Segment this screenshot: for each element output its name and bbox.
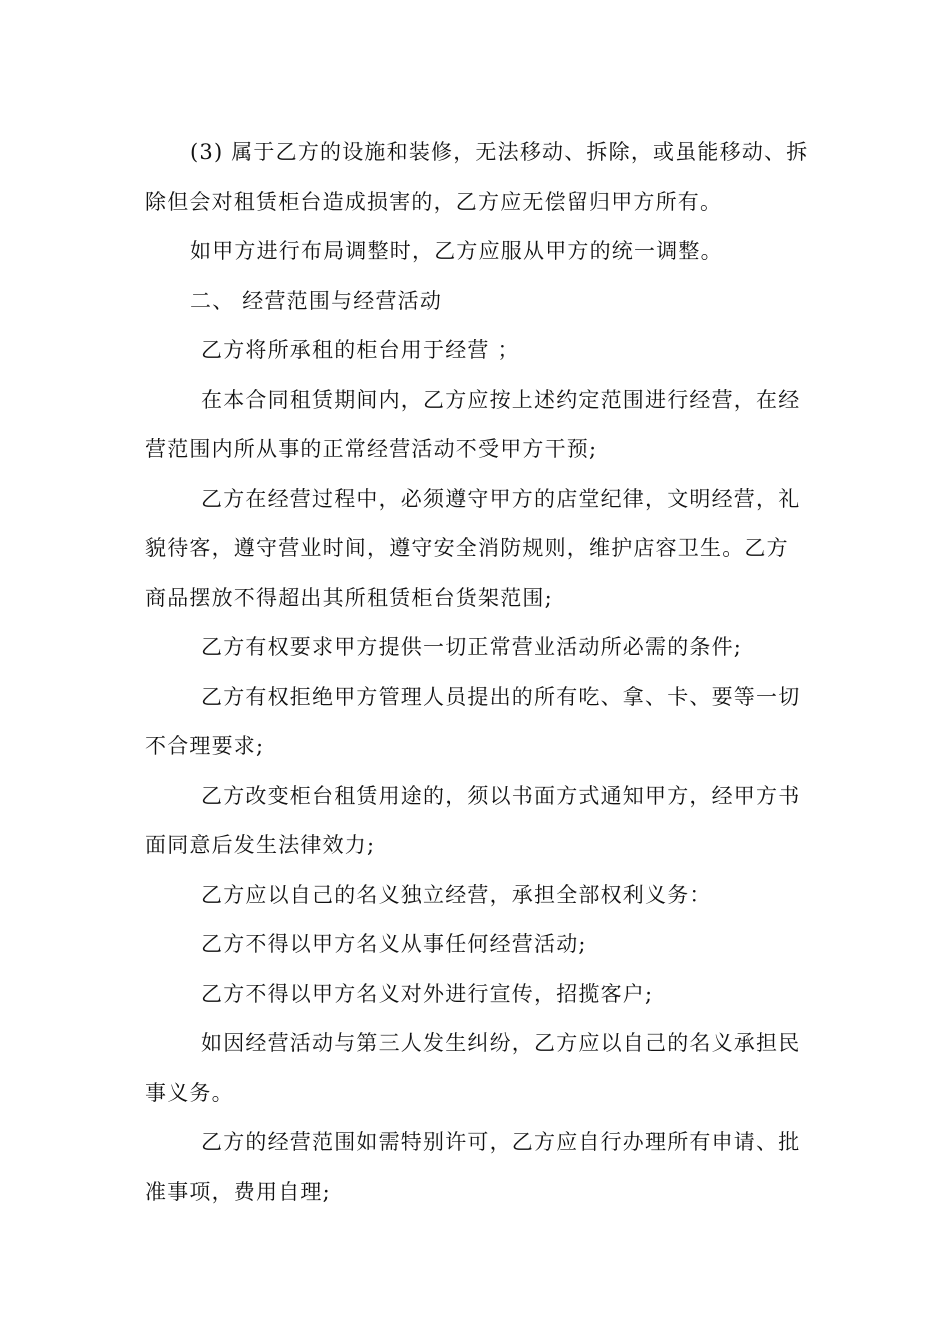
paragraph-change-usage: 乙方改变柜台租赁用途的，须以书面方式通知甲方，经甲方书面同意后发生法律效力; <box>145 783 801 857</box>
paragraph-scope-operations: 在本合同租赁期间内，乙方应按上述约定范围进行经营，在经营范围内所从事的正常经营活动不受甲方干预; <box>145 387 801 461</box>
paragraph-layout-adjustment: 如甲方进行布局调整时，乙方应服从甲方的统一调整。 <box>190 239 723 263</box>
paragraph-store-discipline: 乙方在经营过程中，必须遵守甲方的店堂纪律，文明经营，礼貌待客，遵守营业时间，遵守安全消防规则，维护店容卫生。乙方商品摆放不得超出其所租赁柜台货架范围; <box>145 486 801 610</box>
paragraph-independent-operation: 乙方应以自己的名义独立经营，承担全部权利义务： <box>201 882 712 907</box>
section-heading-business-scope: 二、 经营范围与经营活动 <box>190 288 443 313</box>
paragraph-request-conditions: 乙方有权要求甲方提供一切正常营业活动所必需的条件; <box>201 635 743 659</box>
paragraph-special-permits: 乙方的经营范围如需特别许可，乙方应自行办理所有申请、批准事项，费用自理; <box>145 1130 801 1204</box>
paragraph-clause-3: (3) 属于乙方的设施和装修，无法移动、拆除，或虽能移动、拆除但会对租赁柜台造成损害的，乙方应无偿留归甲方所有。 <box>145 140 809 214</box>
paragraph-usage: 乙方将所承租的柜台用于经营 ； <box>201 338 520 362</box>
document-body <box>145 128 809 1217</box>
paragraph-no-name-use: 乙方不得以甲方名义从事任何经营活动; <box>201 932 587 956</box>
paragraph-third-party-disputes: 如因经营活动与第三人发生纠纷，乙方应以自己的名义承担民事义务。 <box>145 1031 801 1105</box>
paragraph-refuse-demands: 乙方有权拒绝甲方管理人员提出的所有吃、拿、卡、要等一切不合理要求; <box>145 684 801 758</box>
paragraph-no-promotion: 乙方不得以甲方名义对外进行宣传，招揽客户; <box>201 981 654 1006</box>
